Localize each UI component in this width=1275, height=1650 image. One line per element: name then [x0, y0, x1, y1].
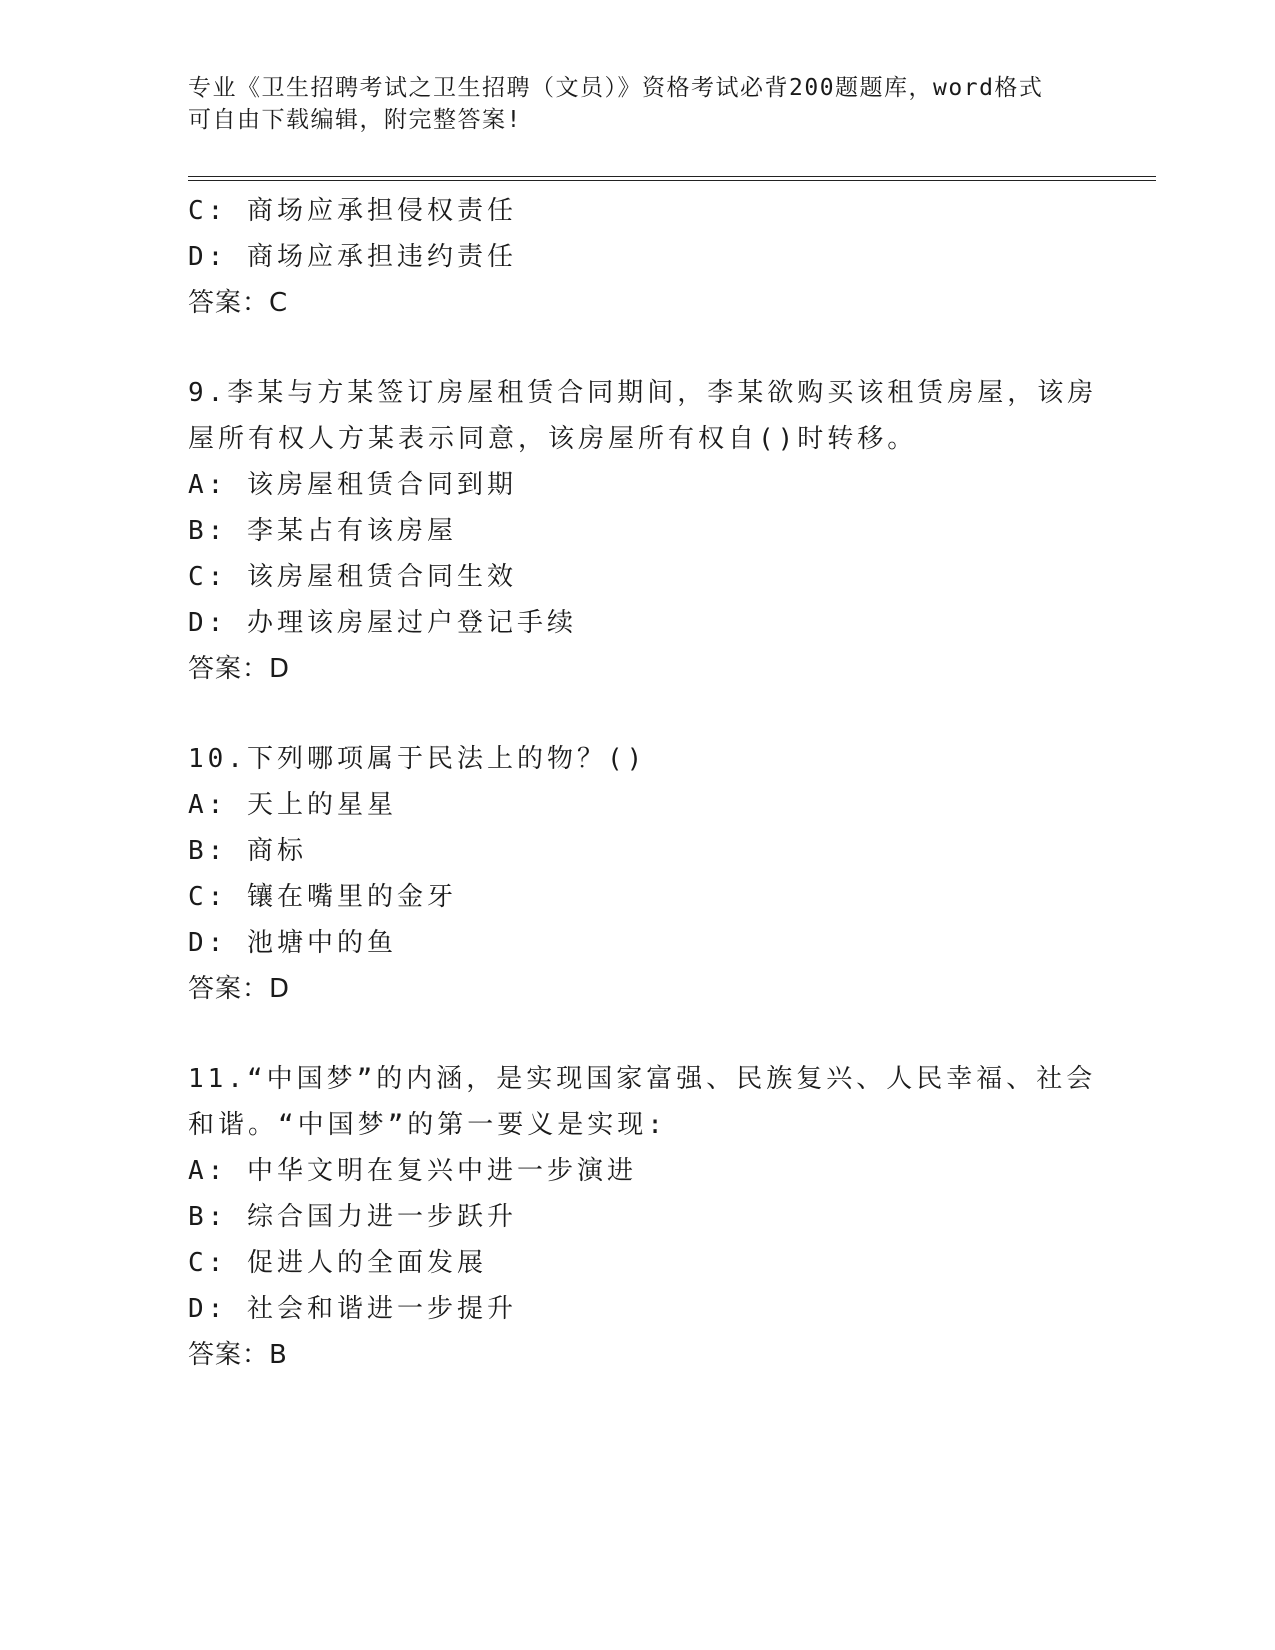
option-c: C: 该房屋租赁合同生效: [188, 562, 517, 592]
question-8-continued: [188, 188, 1088, 326]
header-title-line-1: 专业《卫生招聘考试之卫生招聘（文员）》资格考试必背200题题库，word格式: [188, 75, 1044, 101]
question-stem-line-1: 10.下列哪项属于民法上的物？(): [188, 744, 647, 774]
option-c: C: 商场应承担侵权责任: [188, 196, 517, 226]
option-a: A: 天上的星星: [188, 790, 397, 820]
option-c: C: 镶在嘴里的金牙: [188, 882, 457, 912]
spacer: [188, 692, 1088, 736]
divider-line-bottom: [188, 180, 1156, 181]
option-a: A: 中华文明在复兴中进一步演进: [188, 1156, 637, 1186]
question-11: [188, 1056, 1097, 1378]
question-stem-line-2: 屋所有权人方某表示同意，该房屋所有权自()时转移。: [188, 424, 918, 454]
option-b: B: 综合国力进一步跃升: [188, 1202, 517, 1232]
option-d: D: 社会和谐进一步提升: [188, 1294, 517, 1324]
question-stem-line-1: 9.李某与方某签订房屋租赁合同期间，李某欲购买该租赁房屋，该房: [188, 378, 1098, 408]
option-d: D: 池塘中的鱼: [188, 928, 397, 958]
question-list: [188, 188, 1098, 1378]
question-stem-line-2: 和谐。“中国梦”的第一要义是实现:: [188, 1110, 667, 1140]
option-c: C: 促进人的全面发展: [188, 1248, 487, 1278]
option-d: D: 商场应承担违约责任: [188, 242, 517, 272]
header-title-line-2: 可自由下载编辑，附完整答案!: [188, 107, 522, 133]
question-9: [188, 370, 1098, 692]
answer-line: 答案：D: [188, 974, 291, 1004]
option-b: B: 李某占有该房屋: [188, 516, 457, 546]
header-divider: [188, 176, 1156, 181]
spacer: [188, 326, 1088, 370]
option-d: D: 办理该房屋过户登记手续: [188, 608, 577, 638]
answer-line: 答案：D: [188, 654, 291, 684]
spacer: [188, 1012, 1088, 1056]
answer-line: 答案：B: [188, 1340, 288, 1370]
document-header: [188, 72, 1088, 136]
option-b: B: 商标: [188, 836, 307, 866]
divider-line-top: [188, 176, 1156, 177]
answer-line: 答案：C: [188, 288, 289, 318]
question-10: [188, 736, 1088, 1012]
question-stem-line-1: 11.“中国梦”的内涵，是实现国家富强、民族复兴、人民幸福、社会: [188, 1064, 1097, 1094]
option-a: A: 该房屋租赁合同到期: [188, 470, 517, 500]
